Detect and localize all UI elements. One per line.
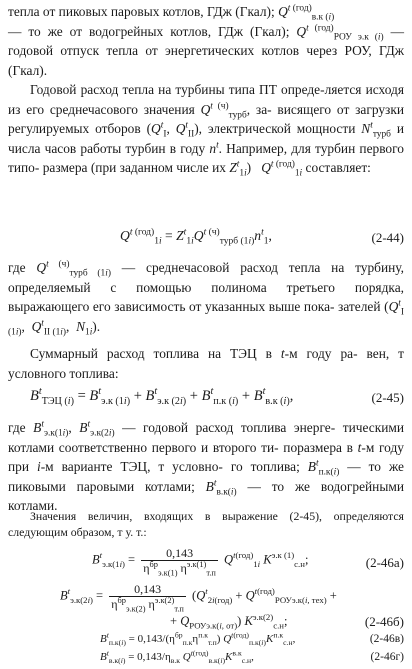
equation-body: $B^t_{ТЭЦ (i)} = B^t_{э.к (1i)} + B^t_{э.к (2i)} + B^t_{п.к (i)} + B^t_{в.к (i)}$, xyxy=(30,386,294,407)
fraction xyxy=(141,546,218,578)
equation-number: (2-46г) xyxy=(370,651,404,663)
equation-body: $B^t_{э.к(2i)}$ = $\frac{0,143}{\eta^{бр}_{э.к(2)} \eta^{э.к(2)}_{т.п}}$ ($Q^t_{2i(год)} + Q^{t(год)}_{РОУэ.к(i, тех)}$ + xyxy=(60,582,337,614)
text-line: — годовой расход топлива энерге- xyxy=(122,420,336,435)
text-line: ляется исходя из его среднечасового значения xyxy=(8,82,404,117)
text-line: го топлива; xyxy=(230,459,300,475)
fraction xyxy=(109,582,186,614)
coefficient: 0,143 xyxy=(137,633,163,645)
equation-number: (2-44) xyxy=(371,230,404,245)
text-line: тепла от пиковых паровых котлов, ГДж (Гкал); xyxy=(8,4,275,19)
text-line: Годовой расход тепла на турбины типа ПТ опреде- xyxy=(30,82,325,97)
paragraph-1: тепла от пиковых паровых котлов, ГДж (Гкал); $Q^{t (год)}_{в.к (i)}$ xyxy=(8,3,335,23)
equation-2-46b-cont xyxy=(0,611,412,632)
equation-number: (2-45) xyxy=(371,390,404,405)
equation-body: $Q^{t (год)}_{1i} = Z^t_{1i}Q^{t (ч)}_{турб (1i)}n^t_1$, xyxy=(120,227,272,247)
denominator: $\eta^{бр}_{э.к(1)}$ $\eta^{э.к(1)}_{т.п}$ xyxy=(143,560,216,578)
numerator: 0,143 xyxy=(166,546,194,560)
text-line: выражающего его зависимость от указанных выше пока- xyxy=(8,299,335,315)
text-line: — годовой отпуск тепла от энергетических котлов через РОУ, ГДж (Гкал). xyxy=(8,23,404,78)
coefficient: 0,143 xyxy=(137,651,162,663)
equation-body: $B^t_{в.к(i)} = 0,143/\eta_{в.к}$ $Q^{t(год)}_{в.к(i)}K^{в.к}_{с.н}$, xyxy=(100,648,254,666)
text-line: составляет: xyxy=(305,160,371,176)
equation-2-46a xyxy=(0,546,412,580)
text-line: Суммарный расход топлива на ТЭЦ в xyxy=(30,346,272,361)
equation-body: $B^t_{э.к(1i)}$ = $\frac{0,143}{\eta^{бр}_{э.к(1)} \eta^{э.к(1)}_{т.п}}$ $Q^{t(год)}_{1i}$ $K^{э.к (1)}_{с.н}$; xyxy=(92,546,309,578)
text-line: вен, т условного топлива: xyxy=(8,346,404,381)
text-line: — то же водогрейными котлами. xyxy=(8,478,404,514)
equation-number: (2-46в) xyxy=(369,633,404,645)
text-line: турбин в году xyxy=(125,140,206,156)
text-line: следующим образом, т у. т.: xyxy=(8,525,147,539)
text-line: и числа часов работы xyxy=(8,121,404,156)
paragraph-3: где $Q^{t (ч)}_{турб (1i)}$ — среднечасовой расход тепла на турбину, определяемый с помощью полинома третьего порядка, выражающего его зависимость от указанных выше пока- зателей ($Q^t_{I (1i)}$, $Q^t_{II (1i)}$, $N_{1i}$). xyxy=(8,259,404,338)
equation-2-46g xyxy=(0,648,412,669)
text-line: электрической мощности xyxy=(207,121,356,137)
text-line: размера (при заданном числе их xyxy=(42,160,226,176)
paragraph-6 xyxy=(8,508,404,540)
text-line: -м году ра- xyxy=(284,346,358,361)
equation-body: + $Q_{РОУэ.к(i, от)}$) $K^{э.к(2)}_{с.н}$; xyxy=(170,611,288,631)
denominator: $\eta^{бр}_{э.к(2)}$ $\eta^{э.к(2)}_{т.п}$ xyxy=(111,596,184,614)
equation-2-46b xyxy=(0,582,412,614)
text-line: — то же от водогрейных котлов, ГДж (Гкал); xyxy=(8,23,290,39)
equation-body: $B^t_{п.к(i)} = 0,143/(\eta^{бр}_{п.к}\eta^{п.к}_{т.п})$ $Q^{t(год)}_{п.к(i)}K^{п.к}_{с.н}$, xyxy=(100,630,296,648)
text-line: . Например, для турбин первого типо- xyxy=(8,140,404,176)
text-line: -м году при xyxy=(8,439,404,475)
text-line: — то же пиковыми паровыми котлами; xyxy=(8,459,404,494)
equation-2-44 xyxy=(0,226,412,250)
text-line: зателей xyxy=(338,299,381,315)
equation-number: (2-46а) xyxy=(365,555,404,570)
paragraph-5: где $B^t_{э.к(1i)}$, $B^t_{э.к(2i)}$ — годовой расход топлива энерге- тическими котлами соответственно первого и второго ти- поразмера в t-м году при i-м варианте ТЭЦ, т условно- го топлива; $B^t_{п.к(i)}$ — то же пиковыми паровыми котлами; $B^t_{в.к(i)}$ — то же водогрейными котлами. xyxy=(8,419,405,514)
text-line: определяемый с помощью полинома третьего порядка, xyxy=(8,279,404,295)
equation-number: (2-46б) xyxy=(364,614,404,629)
numerator: 0,143 xyxy=(134,582,162,596)
text-line: — среднечасовой расход тепла на турбину, xyxy=(121,260,404,275)
text-line: где xyxy=(8,420,26,435)
paragraph-4: Суммарный расход топлива на ТЭЦ в t-м году ра- вен, т условного топлива: xyxy=(8,346,404,381)
text-line: где xyxy=(8,260,26,275)
text-line: , за- xyxy=(246,101,272,117)
equation-2-45 xyxy=(0,386,412,412)
paragraph-1b: — то же от водогрейных котлов, ГДж (Гкал); $Q^{t (год)}_{РОУ э.к (i)}$ — годовой отпуск тепла от энергетических котлов через РОУ, ГДж (Гкал). xyxy=(8,23,404,78)
text-line: Значения величин, входящих в выражение (2-45), определяются xyxy=(30,509,404,523)
paragraph-2: Годовой расход тепла на турбины типа ПТ опреде-ляется исходя из его среднечасового значения $Q^{t (ч)}_{турб}$, за- висящего от загрузки регулируемых отборов ($Q^t_I$, $Q^t_{II}$), электрической мощности $N^t_{турб}$ и числа часов работы турбин в году $n^t$. Например, для турбин первого типо- размера (при заданном числе их $Z^t_{1i}$) $Q^{t (год)}_{1i}$ составляет: xyxy=(8,82,404,180)
text-line: -м варианте ТЭЦ, т условно- xyxy=(40,459,223,475)
text-line: поразмера в xyxy=(283,439,353,455)
text-line: тическими котлами соответственно первого и второго ти- xyxy=(8,420,405,455)
text-line: висящего от загрузки регулируемых отборов ( xyxy=(8,101,404,137)
